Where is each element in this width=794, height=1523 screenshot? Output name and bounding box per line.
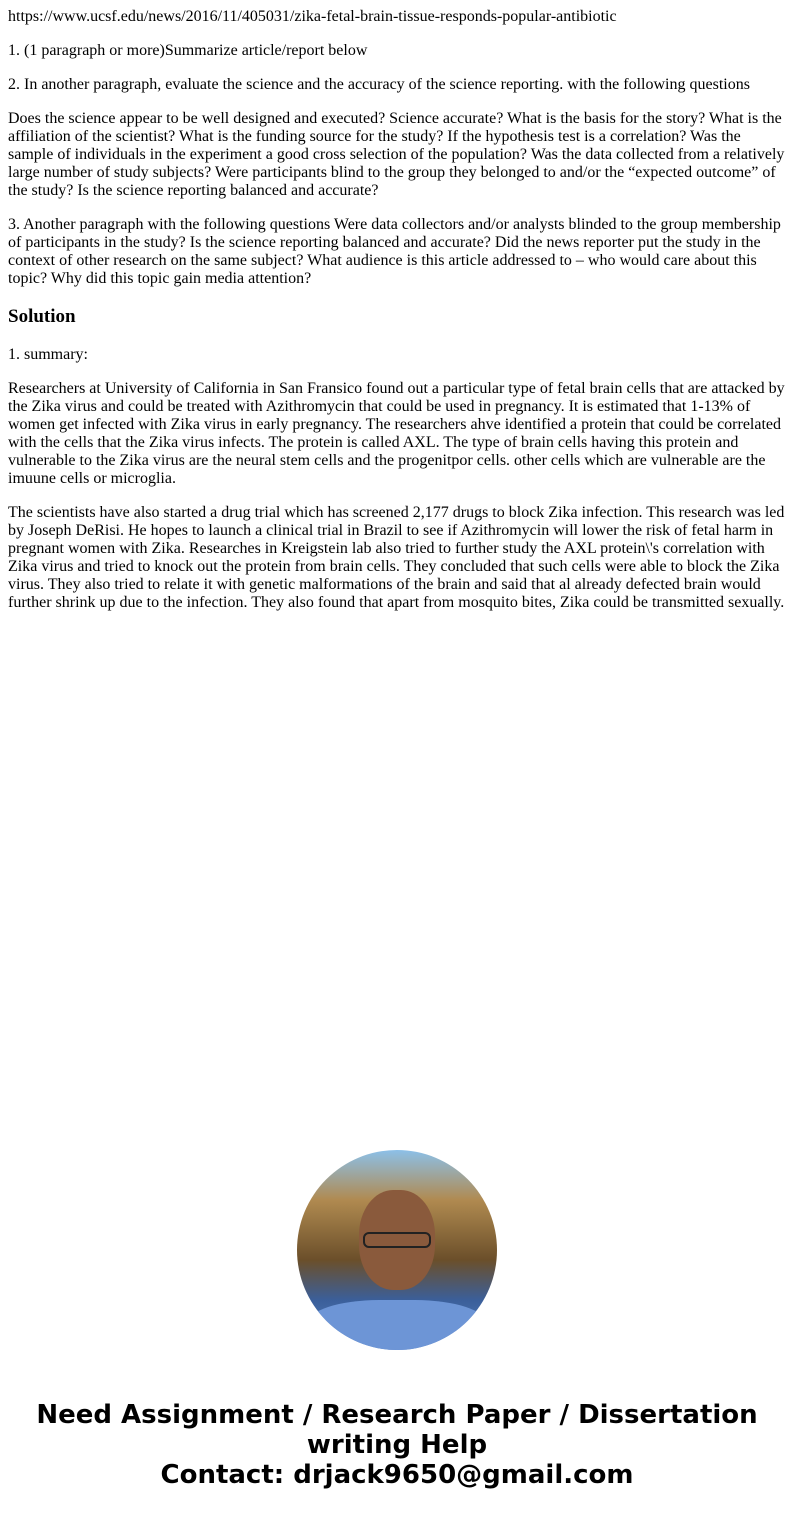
summary-label: 1. summary: (8, 346, 88, 363)
article-url: https://www.ucsf.edu/news/2016/11/405031/zika-fetal-brain-tissue-responds-popular-antibiotic (8, 8, 617, 25)
photo-shirt (307, 1300, 487, 1350)
photo-glasses (363, 1232, 431, 1248)
summary-paragraph-2: The scientists have also started a drug trial which has screened 2,177 drugs to block Zika infection. This research was led by Joseph DeRisi. He hopes to launch a clinical trial in Brazil to see if Azithromycin will lower the risk of fetal harm in pregnant women with Zika. Researches in Kreigstein lab also tried to further study the AXL protein\'s correlation with Zika virus and tried to knock out the protein from brain cells. They concluded that such cells were able to block the Zika virus. They also tried to relate it with genetic malformations of the brain and said that al already defected brain would further shrink up due to the infection. They also found that apart from mosquito bites, Zika could be transmitted sexually. (8, 504, 785, 611)
footer-ad (8, 1400, 786, 1490)
question-2-detail: Does the science appear to be well designed and executed? Science accurate? What is the basis for the story? What is the affiliation of the scientist? What is the funding source for the study? If the hypothesis test is a correlation? Was the sample of individuals in the experiment a good cross selection of the population? Was the data collected from a relatively large number of study subjects? Were participants blind to the group they belonged to and/or the “expected outcome” of the study? Is the science reporting balanced and accurate? (8, 110, 785, 199)
question-3: 3. Another paragraph with the following questions Were data collectors and/or analysts blinded to the group membership of participants in the study? Is the science reporting balanced and accurate? Did the news reporter put the study in the context of other research on the same subject? What audience is this article addressed to – who would care about this topic? Why did this topic gain media attention? (8, 216, 781, 287)
summary-paragraph-1: Researchers at University of California in San Fransico found out a particular type of fetal brain cells that are attacked by the Zika virus and could be treated with Azithromycin that could be used in pregnancy. It is estimated that 1-13% of women get infected with Zika virus in early pregnancy. The researchers ahve identified a protein that could be correlated with the cells that the Zika virus infects. The protein is called AXL. The type of brain cells having this protein and vulnerable to the Zika virus are the neural stem cells and the progenitpor cells. other cells which are vulnerable are the imuune cells or microglia. (8, 380, 785, 487)
question-1: 1. (1 paragraph or more)Summarize article/report below (8, 42, 368, 59)
spacer (8, 628, 786, 1150)
question-2: 2. In another paragraph, evaluate the science and the accuracy of the science reporting. with the following questions (8, 76, 750, 93)
footer-contact: Contact: drjack9650@gmail.com (160, 1460, 634, 1490)
author-photo (297, 1150, 497, 1350)
footer-line-1: Need Assignment / Research Paper / Dissertation writing Help (36, 1400, 758, 1460)
solution-heading: Solution (8, 306, 76, 327)
